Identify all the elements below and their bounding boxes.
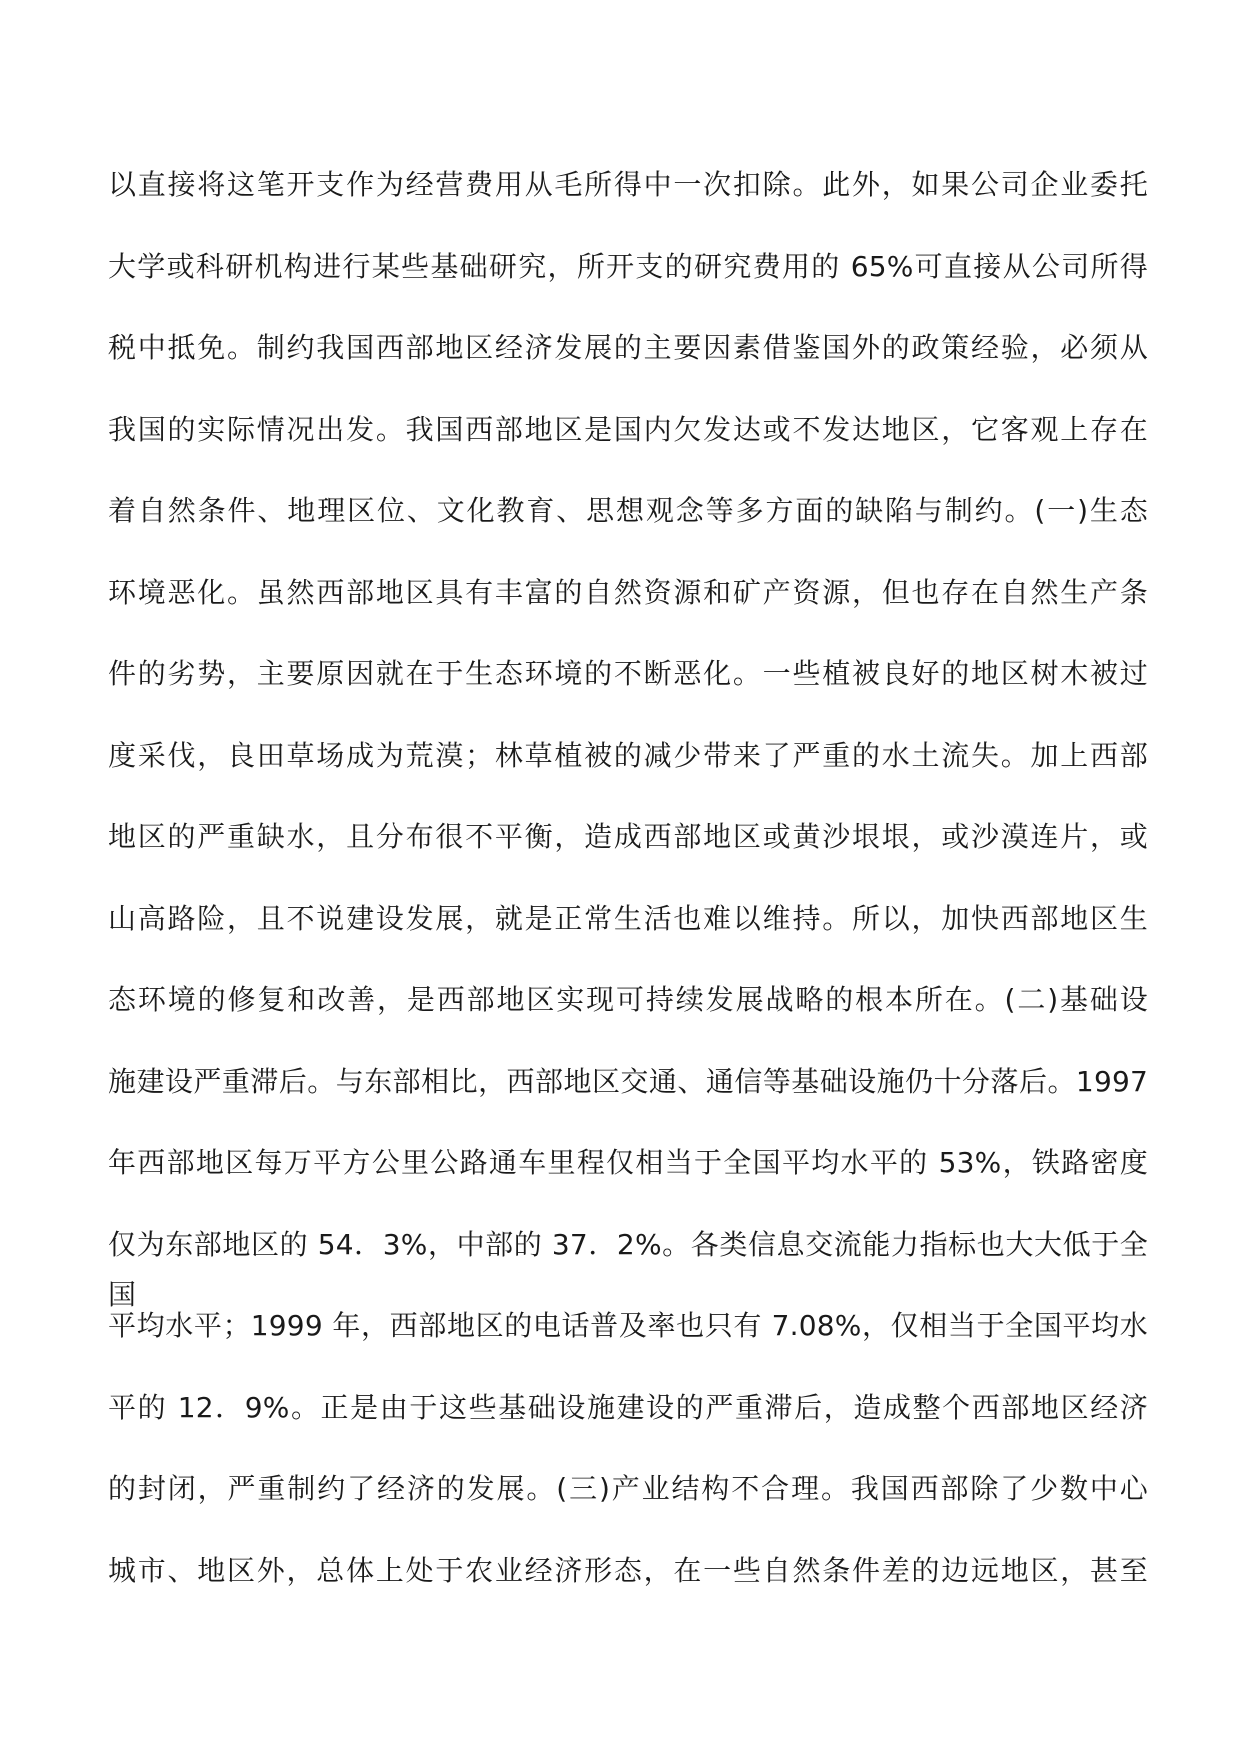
text-line: 地区的严重缺水，且分布很不平衡，造成西部地区或黄沙垠垠，或沙漠连片，或 [108, 820, 1148, 853]
text-line: 大学或科研机构进行某些基础研究，所开支的研究费用的 65%可直接从公司所得 [108, 249, 1148, 283]
text-line: 我国的实际情况出发。我国西部地区是国内欠发达或不发达地区，它客观上存在 [108, 412, 1148, 446]
text-line: 平的 12．9%。正是由于这些基础设施建设的严重滞后，造成整个西部地区经济 [108, 1390, 1148, 1424]
text-line: 平均水平；1999 年，西部地区的电话普及率也只有 7.08%，仅相当于全国平均水 [108, 1309, 1148, 1342]
text-line: 税中抵免。制约我国西部地区经济发展的主要因素借鉴国外的政策经验，必须从 [108, 331, 1148, 364]
text-line: 山高路险，且不说建设发展，就是正常生活也难以维持。所以，加快西部地区生 [108, 901, 1148, 935]
body-text [108, 160, 1148, 1627]
text-line: 着自然条件、地理区位、文化教育、思想观念等多方面的缺陷与制约。(一)生态 [108, 494, 1148, 527]
text-line: 度采伐，良田草场成为荒漠；林草植被的减少带来了严重的水土流失。加上西部 [108, 738, 1148, 772]
text-line: 态环境的修复和改善，是西部地区实现可持续发展战略的根本所在。(二)基础设 [108, 983, 1148, 1016]
text-line: 城市、地区外，总体上处于农业经济形态，在一些自然条件差的边远地区，甚至 [108, 1553, 1148, 1587]
text-line: 仅为东部地区的 54．3%，中部的 37．2%。各类信息交流能力指标也大大低于全国 [108, 1227, 1148, 1311]
text-line: 件的劣势，主要原因就在于生态环境的不断恶化。一些植被良好的地区树木被过 [108, 657, 1148, 690]
text-line: 年西部地区每万平方公里公路通车里程仅相当于全国平均水平的 53%，铁路密度 [108, 1146, 1148, 1179]
text-line: 以直接将这笔开支作为经营费用从毛所得中一次扣除。此外，如果公司企业委托 [108, 168, 1148, 201]
text-line: 的封闭，严重制约了经济的发展。(三)产业结构不合理。我国西部除了少数中心 [108, 1472, 1148, 1505]
text-line: 环境恶化。虽然西部地区具有丰富的自然资源和矿产资源，但也存在自然生产条 [108, 575, 1148, 609]
text-line: 施建设严重滞后。与东部相比，西部地区交通、通信等基础设施仍十分落后。1997 [108, 1064, 1148, 1098]
